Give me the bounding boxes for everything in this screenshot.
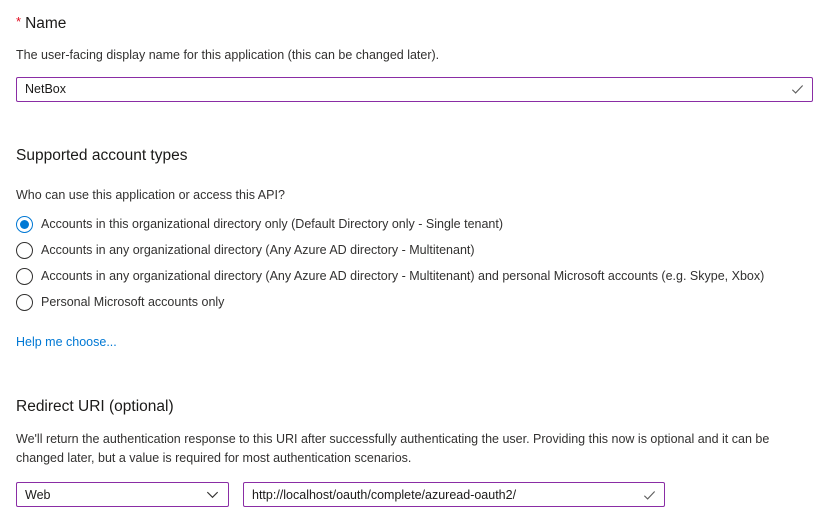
required-marker: * [16, 14, 22, 29]
account-types-question: Who can use this application or access this API? [16, 187, 285, 202]
radio-label: Personal Microsoft accounts only [41, 295, 225, 309]
account-type-radio-group [16, 211, 813, 315]
radio-button-icon[interactable] [16, 268, 33, 285]
radio-option-multitenant[interactable] [16, 237, 813, 263]
redirect-uri-input[interactable] [244, 483, 664, 506]
chevron-down-icon [205, 487, 220, 502]
radio-button-icon[interactable] [16, 294, 33, 311]
radio-option-personal-only[interactable] [16, 289, 813, 315]
radio-label: Accounts in this organizational directory only (Default Directory only - Single tenant) [41, 217, 504, 231]
radio-option-single-tenant[interactable] [16, 211, 813, 237]
help-me-choose-link[interactable]: Help me choose... [16, 335, 117, 349]
name-input-field [16, 77, 813, 102]
radio-label: Accounts in any organizational directory (Any Azure AD directory - Multitenant) [41, 243, 475, 257]
redirect-uri-input-field [243, 482, 665, 507]
radio-button-icon[interactable] [16, 242, 33, 259]
name-input[interactable] [17, 78, 812, 101]
redirect-uri-controls [16, 482, 813, 507]
redirect-uri-title: Redirect URI (optional) [16, 398, 174, 415]
name-description: The user-facing display name for this application (this can be changed later). [16, 48, 440, 62]
name-section-title [16, 12, 813, 34]
platform-select-value: Web [25, 487, 51, 502]
account-types-title: Supported account types [16, 146, 188, 164]
checkmark-icon [790, 82, 805, 97]
platform-select[interactable] [16, 482, 229, 507]
redirect-uri-description: We'll return the authentication response to this URI after successfully authenticating the user. Providing this now is optional and it can be changed later, but a value is required for most authentication scenarios. [16, 432, 770, 465]
checkmark-icon [642, 487, 657, 502]
radio-label: Accounts in any organizational directory (Any Azure AD directory - Multitenant) and personal Microsoft accounts (e.g. Skype, Xbox) [41, 269, 765, 283]
radio-button-icon[interactable] [16, 216, 33, 233]
radio-option-multitenant-personal[interactable] [16, 263, 813, 289]
name-title-text: Name [25, 15, 67, 32]
